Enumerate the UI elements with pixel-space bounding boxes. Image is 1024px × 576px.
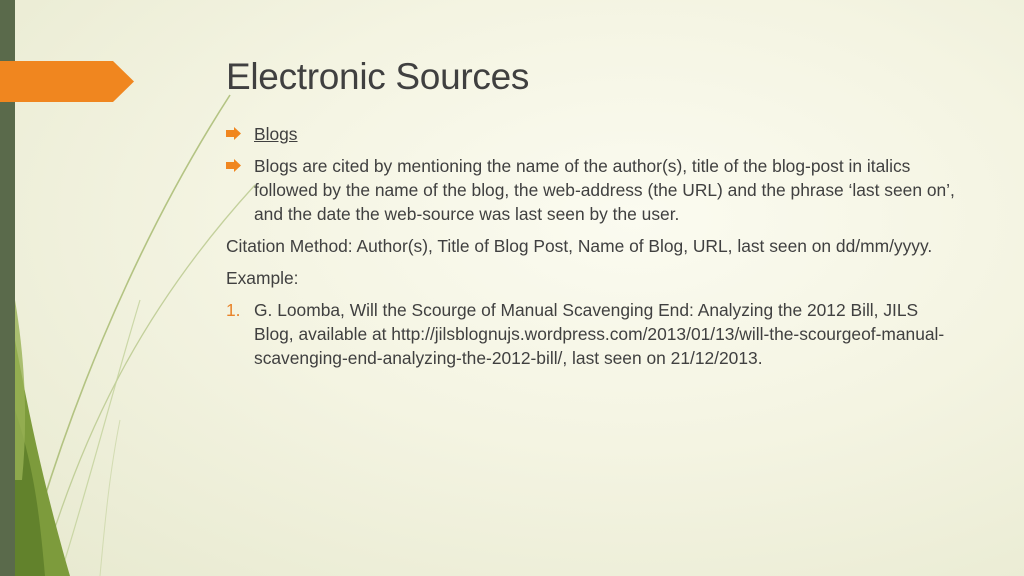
bullet-text: Blogs are cited by mentioning the name of the author(s), title of the blog-post in italics followed by the name of the blog, the web-address (the URL) and the phrase ‘last seen on’, and the date the web-source was last seen by the user.	[254, 156, 955, 224]
slide-content	[226, 122, 956, 370]
arrow-bullet-icon	[226, 127, 241, 140]
bullet-item-description	[226, 154, 956, 226]
example-text: G. Loomba, Will the Scourge of Manual Scavenging End: Analyzing the 2012 Bill, JILS Blog, available at http://jilsblognujs.wordpress.com/2013/01/13/will-the-scourgeof-manual-scavenging-end-analyzing-the-2012-bill/, last seen on 21/12/2013.	[254, 300, 945, 368]
arrow-bullet-icon	[226, 159, 241, 172]
blogs-link[interactable]: Blogs	[254, 124, 298, 144]
citation-method-text: Citation Method: Author(s), Title of Blog Post, Name of Blog, URL, last seen on dd/mm/yyyy.	[226, 236, 933, 256]
slide-title: Electronic Sources	[226, 56, 530, 97]
example-item	[226, 298, 956, 370]
bullet-item-blogs	[226, 122, 956, 146]
example-label: Example:	[226, 268, 299, 288]
example-number: 1.	[226, 300, 241, 320]
title-accent-arrow	[0, 61, 134, 102]
